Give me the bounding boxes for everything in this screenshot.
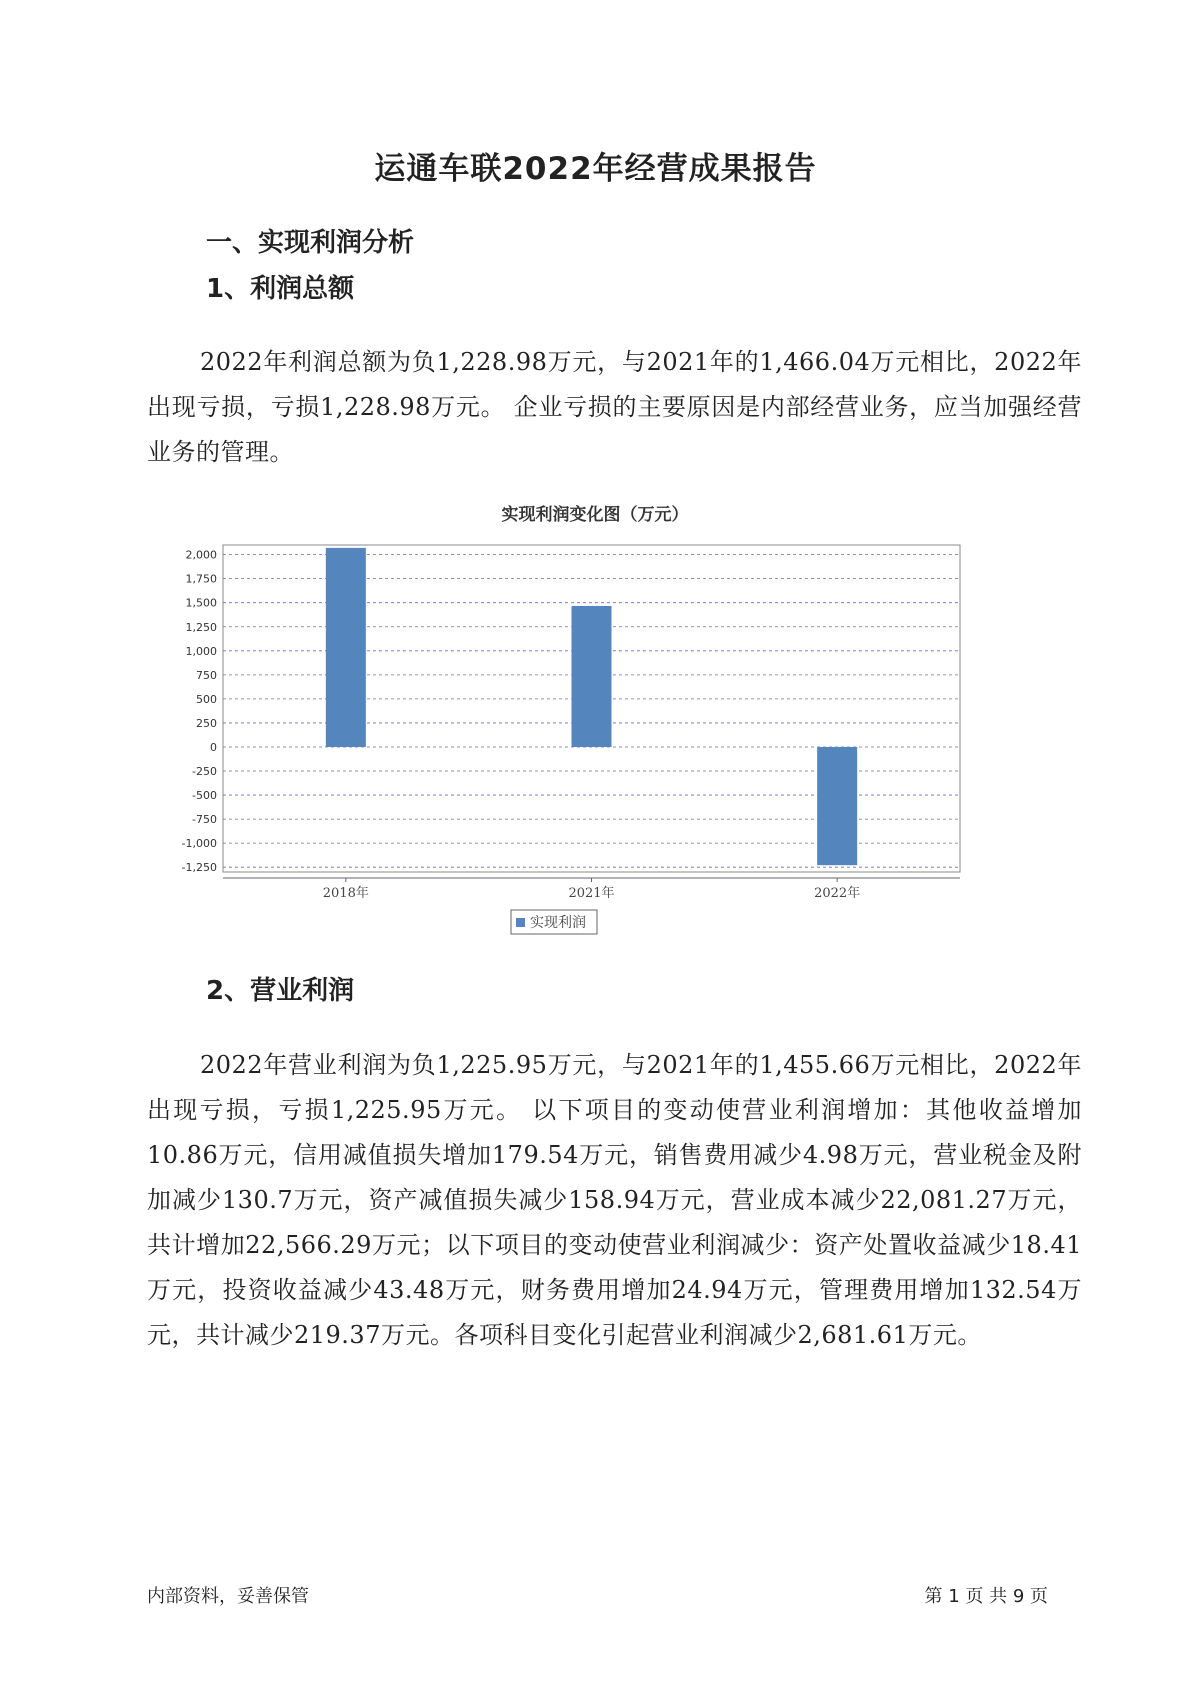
chart-title: 实现利润变化图（万元） — [501, 505, 689, 525]
y-tick-label: 0 — [210, 740, 217, 754]
bar — [326, 548, 366, 747]
paragraph-operating-profit: 2022年营业利润为负1,225.95万元，与2021年的1,455.66万元相比，2022年出现亏损，亏损1,225.95万元。 以下项目的变动使营业利润增加：其他收益增加10.86万元，信用减值损失增加179.54万元，销售费用减少4.98万元，营业税金及附加减少130.7万元，资产减值损失减少158.94万元，营业成本减少22,081.27万元，共计增加22,566.29万元；以下项目的变动使营业利润减少：资产处置收益减少18.41万元，投资收益减少43.48万元，财务费用增加24.94万元，管理费用增加132.54万元，共计减少219.37万元。各项科目变化引起营业利润减少2,681.61万元。 — [147, 1051, 1082, 1349]
y-tick-label: 750 — [196, 668, 217, 682]
y-axis-ticks — [182, 549, 217, 875]
y-tick-label: -250 — [192, 765, 217, 779]
x-axis-ticks — [323, 878, 860, 901]
y-tick-label: 1,500 — [185, 596, 217, 610]
legend-swatch — [516, 918, 525, 927]
y-tick-label: 1,000 — [185, 644, 217, 658]
x-tick-label: 2022年 — [814, 886, 861, 901]
footer-confidential-note: 内部资料，妥善保管 — [147, 1586, 309, 1607]
subsection-heading-total-profit: 1、利润总额 — [206, 274, 355, 304]
subsection-heading-operating-profit: 2、营业利润 — [206, 976, 355, 1006]
y-tick-label: 1,750 — [185, 572, 217, 586]
y-tick-label: -1,250 — [181, 861, 217, 875]
bar — [572, 606, 612, 747]
legend-label: 实现利润 — [530, 915, 586, 931]
y-tick-label: -500 — [192, 789, 217, 803]
page-title: 运通车联2022年经营成果报告 — [374, 151, 817, 187]
footer-page-number: 第 1 页 共 9 页 — [924, 1586, 1048, 1607]
y-tick-label: 500 — [196, 692, 217, 706]
y-tick-label: 1,250 — [185, 620, 217, 634]
profit-bar-chart — [150, 495, 1040, 945]
x-tick-label: 2018年 — [322, 886, 369, 901]
paragraph-total-profit: 2022年利润总额为负1,228.98万元，与2021年的1,466.04万元相比，2022年出现亏损，亏损1,228.98万元。 企业亏损的主要原因是内部经营业务，应当加强经营业务的管理。 — [147, 348, 1082, 466]
y-tick-label: 250 — [196, 716, 217, 730]
y-tick-label: -1,000 — [181, 837, 217, 851]
y-tick-label: 2,000 — [185, 548, 217, 562]
section-heading-profit-analysis: 一、实现利润分析 — [206, 228, 415, 258]
chart-legend — [511, 910, 597, 934]
bar — [817, 747, 857, 865]
y-tick-label: -750 — [192, 813, 217, 827]
x-tick-label: 2021年 — [568, 886, 615, 901]
